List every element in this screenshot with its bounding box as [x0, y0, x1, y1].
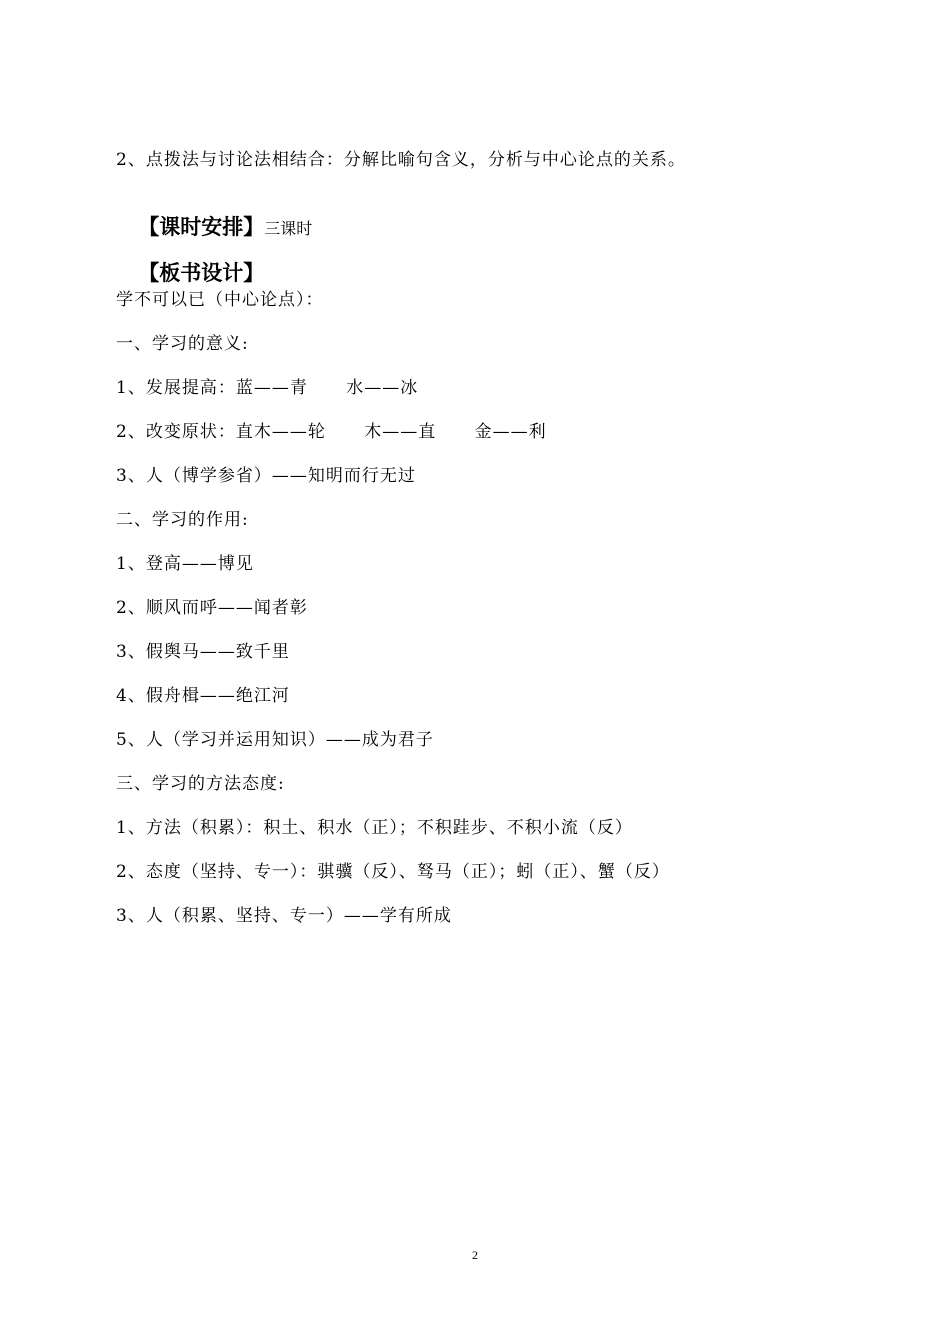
board-line-2-2: 2、顺风而呼——闻者彰 — [116, 598, 308, 618]
board-line-1-3: 3、人（博学参省）——知明而行无过 — [116, 466, 416, 486]
board-line-2-5: 5、人（学习并运用知识）——成为君子 — [116, 730, 434, 750]
board-line-2-4: 4、假舟楫——绝江河 — [116, 686, 290, 706]
schedule-label: 【课时安排】 — [138, 215, 265, 239]
board-line-3-1: 1、方法（积累）：积土、积水（正）；不积跬步、不积小流（反） — [116, 818, 633, 838]
board-line-section-1: 一、学习的意义: — [116, 334, 249, 354]
board-line-2-3: 3、假舆马——致千里 — [116, 642, 290, 662]
board-line-3-2: 2、态度（坚持、专一）：骐骥（反）、驽马（正）；蚓（正）、蟹（反） — [116, 862, 670, 882]
board-line-3-3: 3、人（积累、坚持、专一）——学有所成 — [116, 906, 452, 926]
teaching-method-line: 2、点拨法与讨论法相结合：分解比喻句含义，分析与中心论点的关系。 — [116, 150, 686, 170]
board-design-label: 【板书设计】 — [138, 261, 265, 285]
board-line-section-3: 三、学习的方法态度: — [116, 774, 285, 794]
board-line-central-thesis: 学不可以已（中心论点）： — [116, 290, 324, 310]
board-line-1-2: 2、改变原状：直木——轮 木——直 金——利 — [116, 422, 547, 442]
board-line-2-1: 1、登高——博见 — [116, 554, 254, 574]
schedule-value: 三课时 — [264, 219, 313, 238]
page-number: 2 — [472, 1248, 478, 1262]
board-line-section-2: 二、学习的作用: — [116, 510, 249, 530]
board-line-1-1: 1、发展提高：蓝——青 水——冰 — [116, 378, 419, 398]
